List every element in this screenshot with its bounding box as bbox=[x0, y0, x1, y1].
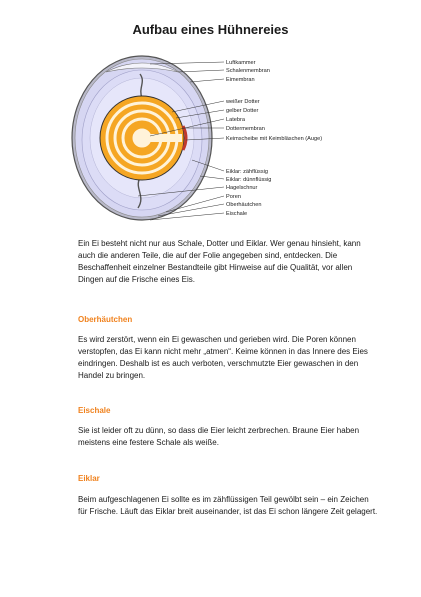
label-yellow-yolk: gelber Dotter bbox=[226, 108, 259, 114]
label-latebra: Latebra bbox=[226, 117, 245, 123]
latebra-neck bbox=[150, 134, 182, 142]
label-albumen-thin: Eiklar: dünnflüssig bbox=[226, 177, 272, 183]
heading-eischale: Eischale bbox=[78, 406, 111, 415]
label-pores: Poren bbox=[226, 194, 241, 200]
label-white-yolk: weißer Dotter bbox=[226, 99, 260, 105]
heading-oberhaeutchen: Oberhäutchen bbox=[78, 315, 133, 324]
label-air-cell: Luftkammer bbox=[226, 60, 256, 66]
paragraph-eischale: Sie ist leider oft zu dünn, so dass die Eier leicht zerbrechen. Braune Eier haben meistens eine festere Schale als weiße. bbox=[78, 426, 360, 447]
intro-paragraph: Ein Ei besteht nicht nur aus Schale, Dotter und Eiklar. Wer genau hinsieht, kann auch die anderen Teile, die auf der Folie angegeben sind, entdecken. Die Beschaffenheit einzelner Bestandteile gibt Hinweise auf die Qualität, vor allen Dingen auf die Frische eines Eis. bbox=[78, 239, 361, 284]
paragraph-eiklar: Beim aufgeschlagenen Ei sollte es im zähflüssigen Teil gewölbt sein – ein Zeichen für Frische. Läuft das Eiklar breit auseinander, ist das Ei schon längere Zeit gelagert. bbox=[78, 495, 378, 516]
label-cuticle: Oberhäutchen bbox=[226, 202, 262, 208]
label-shell: Eischale bbox=[226, 211, 248, 217]
label-albumen-thick: Eiklar: zähflüssig bbox=[226, 169, 268, 175]
egg-structure-diagram bbox=[0, 0, 421, 240]
label-shell-membrane: Schalenmembran bbox=[226, 68, 270, 74]
label-egg-membrane: Eimembran bbox=[226, 77, 255, 83]
heading-eiklar: Eiklar bbox=[78, 474, 100, 483]
latebra bbox=[132, 128, 152, 148]
label-chalaza: Hagelschnur bbox=[226, 185, 258, 191]
page-title: Aufbau eines Hühnereies bbox=[132, 22, 289, 37]
paragraph-oberhaeutchen: Es wird zerstört, wenn ein Ei gewaschen und gerieben wird. Die Poren können verstopfen, das Ei kann nicht mehr „atmen“. Keime können in das Innere des Eies eindringen. Deshalb ist es auch verboten, verschmutzte Eier gewaschen in den Handel zu bringen. bbox=[78, 335, 368, 380]
label-germinal-disc: Keimscheibe mit Keimbläschen (Auge) bbox=[226, 136, 323, 142]
label-yolk-membrane: Dottermembran bbox=[226, 126, 265, 132]
